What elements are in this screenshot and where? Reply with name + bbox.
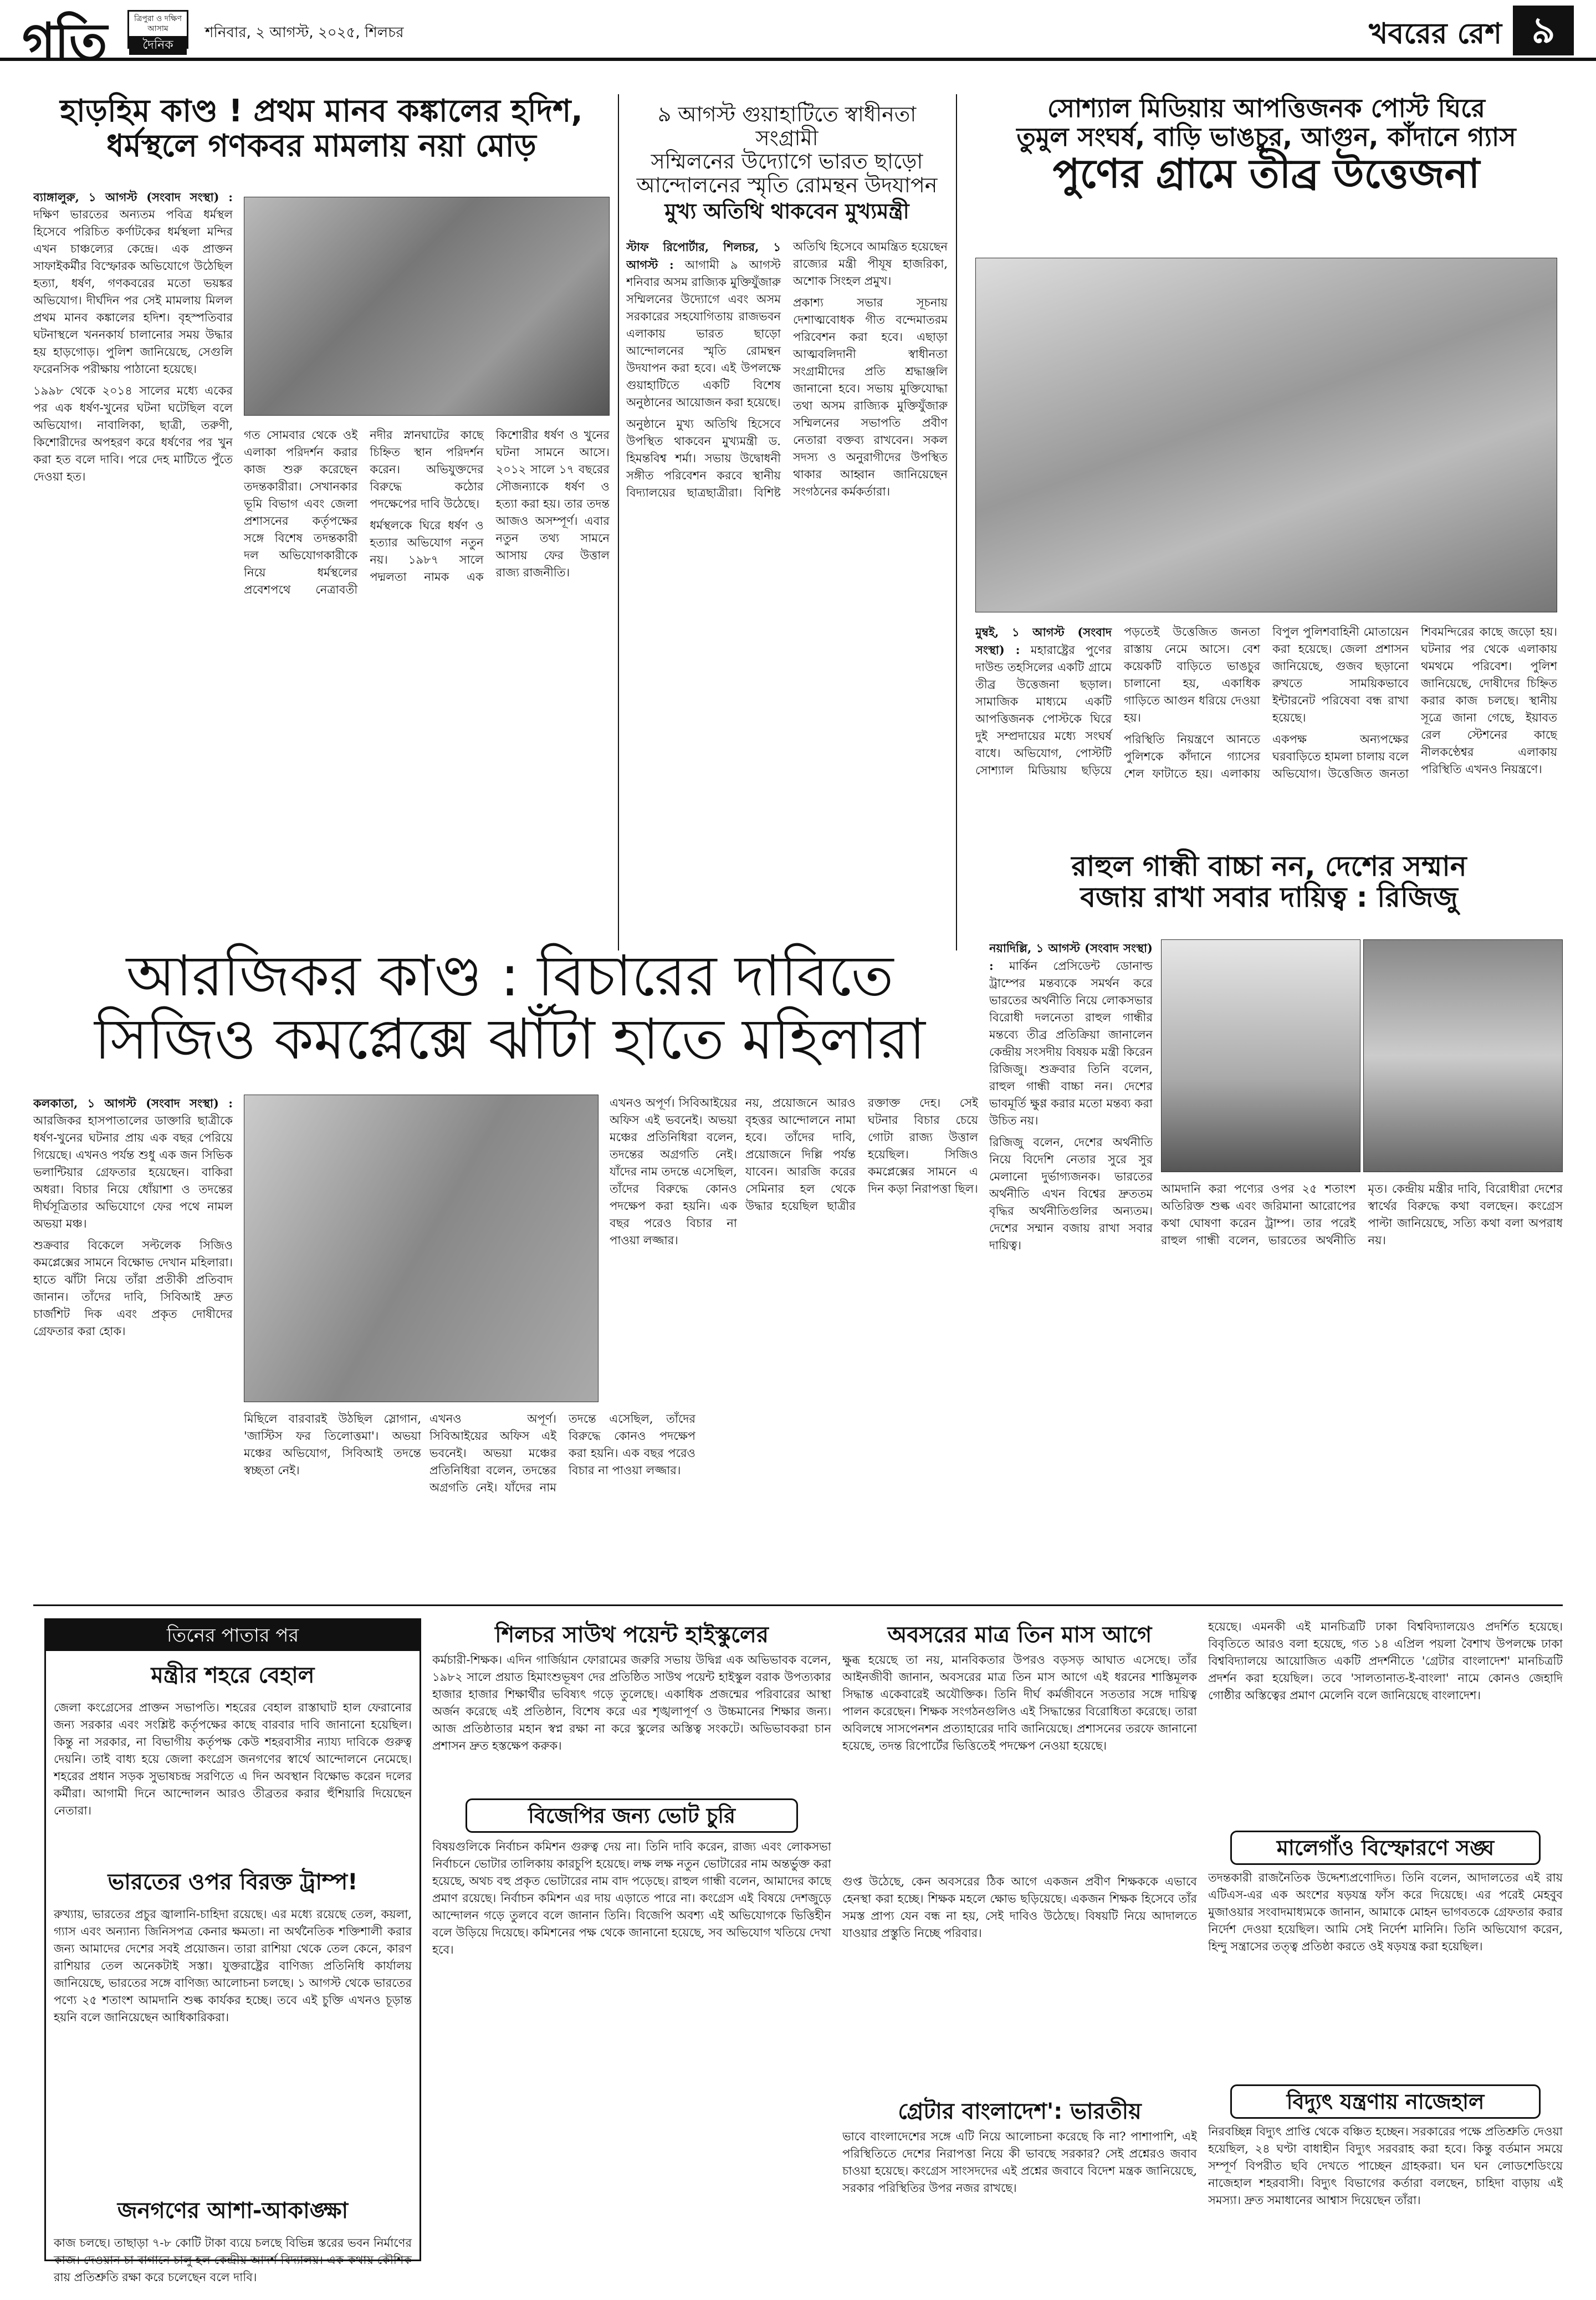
right-text-1: হয়েছে। এমনকী এই মানচিত্রটি ঢাকা বিশ্ববিদ্যালয়েও প্রদর্শিত হয়েছে। বিবৃতিতে আরও বলা হয়েছে, গত ১৪ এপ্রিল পয়লা বৈশাখ উপলক্ষে ঢাকা বিশ্ববিদ্যালয়ে আয়োজিত একটি প্রদর্শনীতে 'গ্রেটার বাংলাদেশ' মানচিত্রটি প্রদর্শন করা হয়েছিল। তবে 'সালতানাত-ই-বাংলা' নামে কোনও জেহাদি গোষ্ঠীর অস্তিত্বের প্রমাণ মেলেনি বলে জানিয়েছে বাংলাদেশ। — [1208, 1620, 1563, 1702]
story4-col4 — [745, 1095, 978, 1593]
retire-text-3: ভাবে বাংলাদেশের সঙ্গে এটি নিয়ে আলোচনা করেছে কি না? পাশাপাশি, এই পরিস্থিতিতে দেশের নিরাপত্তা নিয়ে কী ভাবছে সরকার? সেই প্রশ্নেরও জবাব চাওয়া হয়েছে। কংগ্রেস সাংসদদের এই প্রশ্নের জবাবে বিদেশ মন্ত্রক জানিয়েছে, সরকার পরিস্থিতির উপর নজর রাখছে। — [842, 2130, 1197, 2195]
story4-byline: কলকাতা, ১ আগস্ট (সংবাদ সংস্থা) : — [33, 1096, 233, 1110]
story5-photo-rijiju — [1161, 939, 1360, 1172]
school-text-1: কর্মচারী-শিক্ষক। এদিন গার্জিয়ান ফোরামের জরুরি সভায় উদ্বিগ্ন এক অভিভাবক বলেন, ১৯৮২ সালে প্রয়াত হিমাংশুভূষণ দের প্রতিষ্ঠিত সাউথ পয়েন্ট হাইস্কুল বরাক উপত্যকার হাজার হাজার শিক্ষার্থীর ভবিষ্যৎ গড়ে তুলেছে। একাধিক প্রজন্মের পরিবারের আস্থা অর্জন করেছে এই প্রতিষ্ঠান, বিশেষ করে এর শৃঙ্খলাপূর্ণ ও উচ্চমানের শিক্ষার জন্য। আজ প্রতিষ্ঠাতার মহান স্বপ্ন রক্ষা না করে স্কুলের অস্তিত্ব সংকটে। অভিভাবকরা চান প্রশাসন দ্রুত হস্তক্ষেপ করুক। — [432, 1653, 831, 1752]
story4-col3 — [610, 1095, 737, 1410]
story2-headline-line1: ৯ আগস্ট গুয়াহাটিতে স্বাধীনতা সংগ্রামী — [657, 102, 917, 150]
newspaper-logo: গতি — [22, 12, 106, 71]
story1-headline — [33, 94, 610, 163]
retire-text-1: ক্ষুব্ধ হয়েছে তা নয়, মানবিকতার উপরও বড়সড় আঘাত এসেছে। তাঁর আইনজীবী জানান, অবসরের মাত্র তিন মাস আগে এই ধরনের শাস্তিমূলক সিদ্ধান্ত একেবারেই অযৌক্তিক। তিনি দীর্ঘ কর্মজীবনে সততার সঙ্গে দায়িত্ব পালন করেছেন। শিক্ষক সংগঠনগুলিও এই সিদ্ধান্তের বিরোধিতা করেছে। তারা অবিলম্বে সাসপেনশন প্রত্যাহারের দাবি জানিয়েছে। প্রশাসনের তরফে জানানো হয়েছে, তদন্ত রিপোর্টের ভিত্তিতেই পদক্ষেপ নেওয়া হয়েছে। — [842, 1653, 1197, 1752]
story4-headline-line2: সিজিও কমপ্লেক্সে ঝাঁটা হাতে মহিলারা — [94, 1006, 925, 1073]
logo-tagline — [127, 10, 188, 52]
story3-byline: মুম্বই, ১ আগস্ট (সংবাদ সংস্থা) : — [975, 625, 1112, 657]
story4-photo — [244, 1095, 598, 1402]
story2-para2: অনুষ্ঠানে মুখ্য অতিথি হিসেবে উপস্থিত থাকবেন মুখ্যমন্ত্রী ড. হিমন্তবিশ্ব শর্মা। সভায় উদ্বোধনী সঙ্গীত পরিবেশন করবে স্থানীয় বিদ্যালয়ের ছাত্রছাত্রীরা। বিশিষ্ট অতিথি হিসেবে আমন্ত্রিত হয়েছেন রাজ্যের মন্ত্রী পীযূষ হাজরিকা, অশোক সিংহল প্রমুখ। — [626, 240, 948, 499]
bottom-section-rule — [33, 1604, 1563, 1606]
story2-para1: আগামী ৯ আগস্ট শনিবার অসম রাজ্যিক মুক্তিযুঁজারু সম্মিলনের উদ্যোগে এবং অসম সরকারের সহযোগিতায় রাজভবন এলাকায় ভারত ছাড়ো আন্দোলনের স্মৃতি রোমন্থন উদযাপন করা হবে। এই উপলক্ষে গুয়াহাটিতে একটি বিশেষ অনুষ্ঠানের আয়োজন করা হয়েছে। — [626, 258, 781, 409]
story5-col2 — [1161, 1180, 1563, 1593]
school-text-2: বিষয়গুলিকে নির্বাচন কমিশন গুরুত্ব দেয় না। তিনি দাবি করেন, রাজ্য এবং লোকসভা নির্বাচনে ভোটার তালিকায় কারচুপি হয়েছে। লক্ষ লক্ষ নতুন ভোটারের নাম অন্তর্ভুক্ত করা হয়েছে, অথচ বহু প্রকৃত ভোটারের নাম বাদ পড়েছে। রাহুল গান্ধী বলেন, আমাদের কাছে প্রমাণ রয়েছে। নির্বাচন কমিশন এর দায় এড়াতে পারে না। কংগ্রেস এই বিষয়ে দেশজুড়ে আন্দোলন গড়ে তুলবে বলে জানান তিনি। বিজেপি অবশ্য এই অভিযোগকে ভিত্তিহীন বলে উড়িয়ে দিয়েছে। কমিশনের পক্ষ থেকে জানানো হয়েছে, সব অভিযোগ খতিয়ে দেখা হবে। — [432, 1840, 831, 1956]
story3-para1: মহারাষ্ট্রের পুণের দাউন্ড তহসিলের একটি গ্রামে তীব্র উত্তেজনা ছড়াল। সামাজিক মাধ্যমে একটি আপত্তিজনক পোস্টকে ঘিরে দুই সম্প্রদায়ের মধ্যে সংঘর্ষ বাধে। অভিযোগ, পোস্টটি সোশ্যাল মিডিয়ায় ছড়িয়ে পড়তেই উত্তেজিত জনতা রাস্তায় নেমে আসে। বেশ কয়েকটি বাড়িতে ভাঙচুর চালানো হয়, একাধিক গাড়িতে আগুন ধরিয়ে দেওয়া হয়। — [975, 625, 1260, 777]
school-headline: শিলচর সাউথ পয়েন্ট হাইস্কুলের — [495, 1622, 769, 1648]
right-column — [1208, 1618, 1563, 2261]
retire-subhead: গ্রেটার বাংলাদেশ': ভারতীয় — [898, 2099, 1142, 2124]
story5-para1: মার্কিন প্রেসিডেন্ট ডোনাল্ড ট্রাম্পের মন্তব্যকে সমর্থন করে ভারতের অর্থনীতি নিয়ে লোকসভার বিরোধী দলনেতা রাহুল গান্ধীর মন্তব্যে তীব্র প্রতিক্রিয়া জানালেন কেন্দ্রীয় সংসদীয় বিষয়ক মন্ত্রী কিরেন রিজিজু। শুক্রবার তিনি বলেন, রাহুল গান্ধী বাচ্চা নন। দেশের ভাবমূর্তি ক্ষুণ্ণ করার মতো মন্তব্য করা উচিত নয়। — [989, 959, 1153, 1127]
story4-para3: এখনও অপূর্ণ। সিবিআইয়ের অফিস এই ভবনেই। অভয়া মঞ্চের প্রতিনিধিরা বলেন, তদন্তের অগ্রগতি নেই। যাঁদের নাম তদন্তে এসেছিল, তাঁদের বিরুদ্ধে কোনও পদক্ষেপ করা হয়নি। এক বছর পরেও বিচার না পাওয়া লজ্জার। — [429, 1412, 695, 1494]
story3-para2: পরিস্থিতি নিয়ন্ত্রণে আনতে পুলিশকে কাঁদানে গ্যাসের শেল ফাটাতে হয়। এলাকায় বিপুল পুলিশবাহিনী মোতায়েন করা হয়েছে। জেলা প্রশাসন জানিয়েছে, গুজব ছড়ানো রুখতে সাময়িকভাবে ইন্টারনেট পরিষেবা বন্ধ রাখা হয়েছে। — [1124, 625, 1409, 780]
retire-story — [842, 1618, 1197, 2261]
story2-headline-line2: সম্মিলনের উদ্যোগে ভারত ছাড়ো — [651, 149, 923, 174]
story1-para2: ১৯৯৮ থেকে ২০১৪ সালের মধ্যে একের পর এক ধর্ষণ-খুনের ঘটনা ঘটেছিল বলে অভিযোগ। নাবালিকা, ছাত্রী, তরুণী, কিশোরীদের অপহরণ করে ধর্ষণের পর খুন করা হত বলে দাবি। পরে দেহ মাটিতে পুঁতে দেওয়া হত। — [33, 384, 233, 483]
story3-photo — [975, 258, 1557, 612]
story3-headline-line3: পুণের গ্রামে তীব্র উত্তেজনা — [1052, 150, 1480, 197]
story4-col2 — [429, 1410, 695, 1593]
story4-para2: শুক্রবার বিকেলে সল্টলেক সিজিও কমপ্লেক্সের সামনে বিক্ষোভ দেখান মহিলারা। হাতে ঝাঁটা নিয়ে তাঁরা প্রতীকী প্রতিবাদ জানান। তাঁদের দাবি, সিবিআই দ্রুত চার্জশিট দিক এবং প্রকৃত দোষীদের গ্রেফতার করা হোক। — [33, 1239, 233, 1338]
story4-para1: আরজিকর হাসপাতালের ডাক্তারি ছাত্রীকে ধর্ষণ-খুনের ঘটনার প্রায় এক বছর পেরিয়ে গিয়েছে। এখনও পর্যন্ত শুধু এক জন সিভিক ভলান্টিয়ার গ্রেফতার হয়েছেন। বাকিরা অধরা। বিচার নিয়ে ধোঁয়াশা ও তদন্তের দীর্ঘসূত্রিতার অভিযোগে ফের পথে নামল অভয়া মঞ্চ। — [33, 1114, 233, 1230]
story1-para4: ধর্মস্থলকে ঘিরে ধর্ষণ ও হত্যার অভিযোগ নতুন নয়। ১৯৮৭ সালে পদ্মলতা নামক এক কিশোরীর ধর্ষণ ও খুনের ঘটনা সামনে আসে। ২০১২ সালে ১৭ বছরের সৌজন্যাকে ধর্ষণ ও হত্যা করা হয়। তার তদন্ত আজও অসম্পূর্ণ। এবার নতুন তথ্য সামনে আসায় ফের উত্তাল রাজ্য রাজনীতি। — [370, 428, 610, 584]
story4-headline — [33, 945, 986, 1071]
story1-para1: দক্ষিণ ভারতের অন্যতম পবিত্র ধর্মস্থল হিসেবে পরিচিত কর্ণাটকের ধর্মস্থলা মন্দির এখন চাঞ্চল্যের কেন্দ্রে। এক প্রাক্তন সাফাইকর্মীর বিস্ফোরক অভিযোগে উঠেছিল হত্যা, ধর্ষণ, গণকবরের মতো ভয়ঙ্কর অভিযোগ। দীর্ঘদিন পর সেই মামলায় মিলল প্রথম মানব কঙ্কালের হদিশ। বৃহস্পতিবার ঘটনাস্থলে খননকার্য চালানোর সময় উদ্ধার হয় হাড়গোড়। পুলিশ জানিয়েছে, সেগুলি ফরেনসিক পরীক্ষায় পাঠানো হয়েছে। — [33, 208, 233, 376]
story1-para3: গত সোমবার থেকে ওই এলাকা পরিদর্শন করার কাজ শুরু করেছেন তদন্তকারীরা। সেখানকার ভূমি বিভাগ এবং জেলা প্রশাসনের কর্তৃপক্ষের সঙ্গে বিশেষ তদন্তকারী দল অভিযোগকারীকে নিয়ে ধর্মস্থলের প্রবেশপথে নেত্রাবতী নদীর স্নানঘাটের কাছে চিহ্নিত স্থান পরিদর্শন করেন। অভিযুক্তদের বিরুদ্ধে কঠোর পদক্ষেপের দাবি উঠেছে। — [244, 428, 484, 596]
logo-tagline-top: ত্রিপুরা ও দক্ষিণ আসাম — [134, 14, 182, 33]
story3-body — [975, 623, 1557, 842]
story2-body — [626, 238, 948, 842]
story4-col1 — [33, 1095, 233, 1593]
retire-headline: অবসরের মাত্র তিন মাস আগে — [887, 1622, 1152, 1648]
column-divider — [618, 94, 619, 950]
story1-headline-line2: ধর্মস্থলে গণকবর মামলায় নয়া মোড় — [106, 127, 536, 164]
story4-para3-continued: এখনও অপূর্ণ। সিবিআইয়ের অফিস এই ভবনেই। অভয়া মঞ্চের প্রতিনিধিরা বলেন, তদন্তের অগ্রগতি নেই। যাঁদের নাম তদন্তে এসেছিল, তাঁদের বিরুদ্ধে কোনও পদক্ষেপ করা হয়নি। এক বছর পরেও বিচার না পাওয়া লজ্জার। — [610, 1096, 737, 1247]
story3-headline-line2: তুমুল সংঘর্ষ, বাড়ি ভাঙচুর, আগুন, কাঁদানে গ্যাস — [1016, 121, 1516, 152]
masthead — [0, 0, 1596, 71]
malegaon-subhead: মালেগাঁও বিস্ফোরণে সঙ্ঘ — [1230, 1831, 1541, 1865]
story2-para3: প্রকাশ্য সভার সূচনায় দেশাত্মবোধক গীত বন্দেমাতরম পরিবেশন করা হবে। এছাড়া আত্মবলিদানী স্বাধীনতা সংগ্রামীদের প্রতি শ্রদ্ধাঞ্জলি জানানো হবে। সভায় মুক্তিযোদ্ধা তথা অসম রাজ্যিক মুক্তিযুঁজারু সম্মিলনের সভাপতি প্রবীণ নেতারা বক্তব্য রাখবেন। সকল সদস্য ও অনুরাগীদের উপস্থিত থাকার আহ্বান জানিয়েছেন সংগঠনের কর্মকর্তারা। — [793, 296, 948, 498]
right-text-2: তদন্তকারী রাজনৈতিক উদ্দেশ্যপ্রণোদিত। তিনি বলেন, আদালতের এই রায় এটিএস-এর এক অংশের ষড়যন্ত্র ফাঁস করে দিয়েছে। এর পরেই মেহবুব মুজাওয়ার সংবাদমাধ্যমকে জানান, আমাকে মোহন ভাগবতকে গ্রেফতার করার নির্দেশ দেওয়া হয়েছিল। আমি সেই নির্দেশ মানিনি। তিনি অভিযোগ করেন, হিন্দু সন্ত্রাসের তত্ত্ব প্রতিষ্ঠা করতে ওই ষড়যন্ত্র করা হয়েছিল। — [1208, 1871, 1563, 1953]
story2-byline: স্টাফ রিপোর্টার, শিলচর, ১ আগস্ট : — [626, 240, 781, 272]
school-subhead: বিজেপির জন্য ভোট চুরি — [466, 1798, 798, 1833]
retire-text-2: গুপ্ত উঠেছে, কেন অবসরের ঠিক আগে একজন প্রবীণ শিক্ষককে এভাবে হেনস্থা করা হচ্ছে। শিক্ষক মহলে ক্ষোভ ছড়িয়েছে। একজন শিক্ষক হিসেবে তাঁর সমস্ত প্রাপ্য যেন বন্ধ না হয়, সেই দাবিও উঠেছে। বিষয়টি নিয়ে আদালতে যাওয়ার প্রস্তুতি নিচ্ছে পরিবার। — [842, 1875, 1197, 1940]
story5-para3: আমদানি করা পণ্যের ওপর ২৫ শতাংশ অতিরিক্ত শুল্ক এবং জরিমানা আরোপের কথা ঘোষণা করেন ট্রাম্প। তার পরেই রাহুল গান্ধী বলেন, ভারতের অর্থনীতি মৃত। কেন্দ্রীয় মন্ত্রীর দাবি, বিরোধীরা দেশের স্বার্থের বিরুদ্ধে কথা বলছেন। কংগ্রেস পাল্টা জানিয়েছে, সত্যি কথা বলা অপরাধ নয়। — [1161, 1182, 1563, 1247]
story4-para4: নয়, প্রয়োজনে আরও বৃহত্তর আন্দোলনে নামা হবে। তাঁদের দাবি, প্রয়োজনে দিল্লি পর্যন্ত যাবেন। আরজি করের সেমিনার হল থেকে উদ্ধার হয়েছিল ছাত্রীর রক্তাক্ত দেহ। সেই ঘটনার বিচার চেয়ে গোটা রাজ্য উত্তাল হয়েছিল। সিজিও কমপ্লেক্সের সামনে এ দিন কড়া নিরাপত্তা ছিল। — [745, 1096, 978, 1213]
continued-heading-2: ভারতের ওপর বিরক্ত ট্রাম্প! — [108, 1869, 358, 1895]
continued-tab: তিনের পাতার পর — [46, 1620, 420, 1651]
continued-box — [44, 1618, 421, 2284]
story3-headline-line1: সোশ্যাল মিডিয়ায় আপত্তিজনক পোস্ট ঘিরে — [1047, 93, 1485, 123]
story1-byline: ব্যাঙ্গালুরু, ১ আগস্ট (সংবাদ সংস্থা) : — [33, 190, 233, 204]
story4-caption: মিছিলে বারবারই উঠছিল স্লোগান, 'জাস্টিস ফর তিলোত্তমা'। অভয়া মঞ্চের অভিযোগ, সিবিআই তদন্তে স্বচ্ছতা নেই। — [244, 1412, 421, 1477]
story5-headline — [975, 851, 1563, 913]
story1-col2 — [244, 427, 610, 948]
continued-text-3: কাজ চলছে। তাছাড়া ৭-৮ কোটি টাকা ব্যয়ে চলছে বিভিন্ন স্তরের ভবন নির্মাণের কাজ। দেওয়ান চা বাগানে চালু হল কেন্দ্রীয় আদর্শ বিদ্যালয়। এক কথায় কৌশিক রায় প্রতিশ্রুতি রক্ষা করে চলেছেন বলে দাবি। — [54, 2236, 412, 2284]
continued-text-1: জেলা কংগ্রেসের প্রাক্তন সভাপতি। শহরের বেহাল রাস্তাঘাট হাল ফেরানোর জন্য সরকার এবং সংশ্লিষ্ট কর্তৃপক্ষের কাছে বারবার দাবি জানানো হয়েছিল। কিন্তু না সরকার, না বিভাগীয় কর্তৃপক্ষ কেউ শহরবাসীর ন্যায্য দাবিকে গুরুত্ব দেয়নি। তাই বাধ্য হয়ে জেলা কংগ্রেস জনগণের স্বার্থে আন্দোলনে নেমেছে। শহরের প্রধান সড়ক সুভাষচন্দ্র সরণিতে এ দিন অবস্থান বিক্ষোভ করেন দলের কর্মীরা। আগামী দিনে আন্দোলন আরও তীব্রতর করার হুঁশিয়ারি দিয়েছেন নেতারা। — [54, 1701, 412, 1817]
story2-subhead: মুখ্য অতিথি থাকবেন মুখ্যমন্ত্রী — [664, 199, 909, 223]
dateline: শনিবার, ২ আগস্ট, ২০২৫, শিলচর — [205, 24, 404, 41]
logo-tagline-bottom: দৈনিক — [129, 36, 187, 55]
story3-para3: একপক্ষ অন্যপক্ষের ঘরবাড়িতে হামলা চালায় বলে অভিযোগ। উত্তেজিত জনতা শিবমন্দিরের কাছে জড়ো হয়। ঘটনার পর থেকে এলাকায় থমথমে পরিবেশ। পুলিশ জানিয়েছে, দোষীদের চিহ্নিত করার কাজ চলছে। স্থানীয় সূত্রে জানা গেছে, ইয়াবত রেল স্টেশনের কাছে নীলকণ্ঠেশ্বর এলাকায় পরিস্থিতি এখনও নিয়ন্ত্রণে। — [1272, 625, 1557, 780]
story5-byline: নয়াদিল্লি, ১ আগস্ট (সংবাদ সংস্থা) : — [989, 941, 1153, 973]
page-number: ৯ — [1513, 6, 1574, 55]
story2-headline — [626, 103, 948, 197]
story1-headline-line1: হাড়হিম কাণ্ড ! প্রথম মানব কঙ্কালের হদিশ, — [60, 93, 583, 129]
right-text-3: নিরবচ্ছিন্ন বিদ্যুৎ প্রাপ্তি থেকে বঞ্চিত হচ্ছেন। সরকারের পক্ষে প্রতিশ্রুতি দেওয়া হয়েছিল, ২৪ ঘণ্টা বাধাহীন বিদ্যুৎ সরবরাহ করা হবে। কিন্তু বর্তমান সময়ে সম্পূর্ণ বিপরীত ছবি দেখতে পাচ্ছেন গ্রাহকরা। ঘন ঘন লোডশেডিংয়ে নাজেহাল শহরবাসী। বিদ্যুৎ বিভাগের কর্তারা বলছেন, চাহিদা বাড়ায় এই সমস্যা। দ্রুত সমাধানের আশ্বাস দিয়েছেন তাঁরা। — [1208, 2125, 1563, 2207]
story5-photo-rahul — [1363, 939, 1563, 1172]
story4-headline-line1: আরজিকর কাণ্ড : বিচারের দাবিতে — [126, 943, 894, 1009]
continued-heading-1: মন্ত্রীর শহরে বেহাল — [151, 1663, 315, 1688]
story3-headline — [967, 94, 1566, 196]
story5-col1 — [989, 939, 1153, 1593]
story2-headline-line3: আন্দোলনের স্মৃতি রোমন্থন উদযাপন — [636, 172, 938, 197]
story5-headline-line1: রাহুল গান্ধী বাচ্চা নন, দেশের সম্মান — [1071, 850, 1467, 882]
school-story — [432, 1618, 831, 2261]
electricity-subhead: বিদ্যুৎ যন্ত্রণায় নাজেহাল — [1230, 2084, 1541, 2119]
story1-col1 — [33, 188, 233, 948]
story1-photo — [244, 197, 610, 416]
section-title: খবরের রেশ — [1369, 17, 1502, 50]
continued-heading-3: জনগণের আশা-আকাঙ্ক্ষা — [117, 2198, 349, 2224]
story5-headline-line2: বজায় রাখা সবার দায়িত্ব : রিজিজু — [1080, 881, 1458, 913]
continued-text-2: রুখ্যায়, ভারতের প্রচুর জ্বালানি-চাহিদা রয়েছে। এর মধ্যে রয়েছে তেল, কয়লা, গ্যাস এবং অন্যান্য জিনিসপত্র কেনার ক্ষমতা। না অর্থনৈতিক শক্তিশালী করার জন্য আমাদের দেশের সবই প্রয়োজন। তারা রাশিয়া থেকে তেল কেনে, কারণ রাশিয়ার তেল অনেকটাই সস্তা। যুক্তরাষ্ট্রের বাণিজ্য প্রতিনিধি কার্যালয় জানিয়েছে, ভারতের সঙ্গে বাণিজ্য আলোচনা চলছে। ১ আগস্ট থেকে ভারতের পণ্যে ২৫ শতাংশ আমদানি শুল্ক কার্যকর হচ্ছে। তবে এই চুক্তি এখনও চূড়ান্ত হয়নি বলে জানিয়েছেন আধিকারিকরা। — [54, 1908, 412, 2024]
column-divider — [956, 94, 957, 950]
story5-para2: রিজিজু বলেন, দেশের অর্থনীতি নিয়ে বিদেশি নেতার সুরে সুর মেলানো দুর্ভাগ্যজনক। ভারতের অর্থনীতি এখন বিশ্বের দ্রুততম বৃদ্ধির অর্থনীতিগুলির অন্যতম। দেশের সম্মান বজায় রাখা সবার দায়িত্ব। — [989, 1136, 1153, 1252]
